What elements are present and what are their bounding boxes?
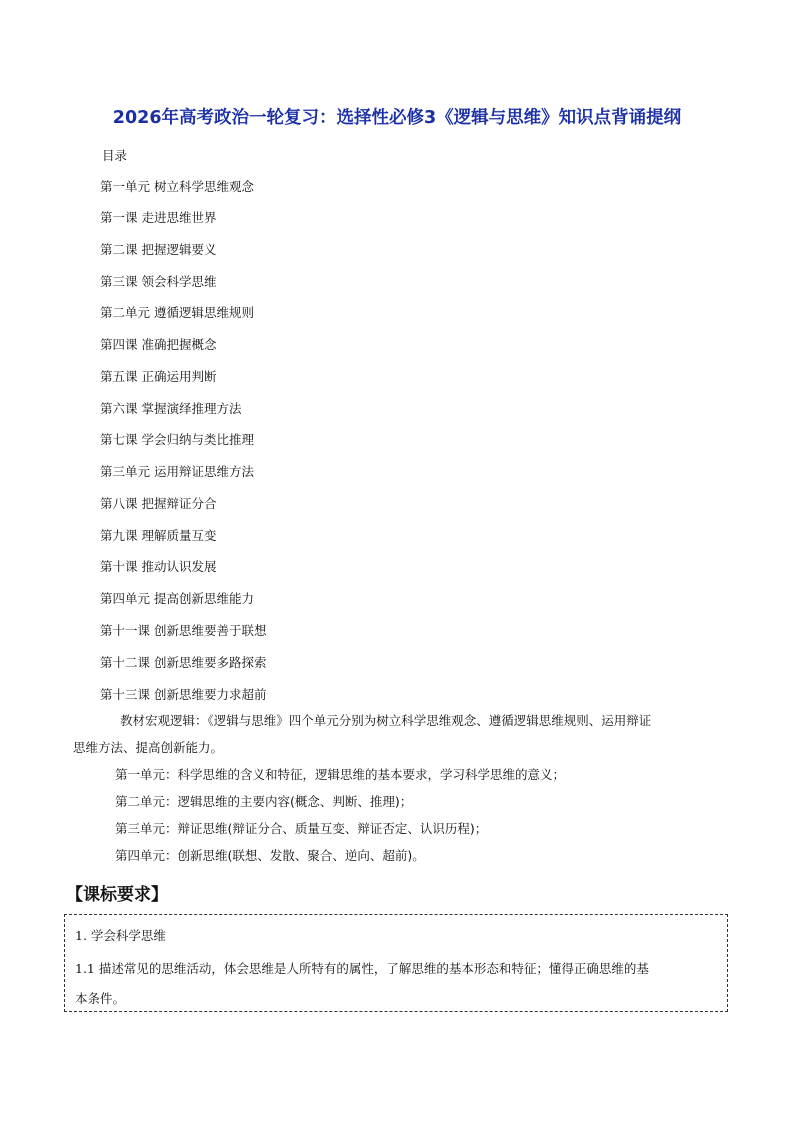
intro-line-1: 教材宏观逻辑：《逻辑与思维》四个单元分别为树立科学思维观念、遵循逻辑思维规则、运用辩证 — [120, 713, 652, 728]
unit-summary-1: 第一单元：科学思维的含义和特征，逻辑思维的基本要求，学习科学思维的意义； — [115, 767, 566, 782]
toc-item[interactable]: 第十一课 创新思维要善于联想 — [100, 623, 267, 638]
toc-item[interactable]: 第十三课 创新思维要力求超前 — [100, 687, 267, 702]
document-title: 2026年高考政治一轮复习：选择性必修3《逻辑与思维》知识点背诵提纲 — [112, 108, 682, 128]
toc-item[interactable]: 第三单元 运用辩证思维方法 — [100, 464, 254, 479]
toc-item[interactable]: 第三课 领会科学思维 — [100, 274, 217, 289]
unit-summary-2: 第二单元：逻辑思维的主要内容(概念、判断、推理)； — [115, 794, 413, 809]
toc-item[interactable]: 第八课 把握辩证分合 — [100, 496, 217, 511]
standard-item-1: 1. 学会科学思维 — [75, 928, 166, 943]
standards-heading: 【课标要求】 — [66, 885, 168, 905]
toc-item[interactable]: 第七课 学会归纳与类比推理 — [100, 432, 254, 447]
toc-item[interactable]: 第四单元 提高创新思维能力 — [100, 591, 254, 606]
toc-heading: 目录 — [102, 148, 128, 163]
toc-item[interactable]: 第二课 把握逻辑要义 — [100, 242, 217, 257]
toc-item[interactable]: 第一单元 树立科学思维观念 — [100, 179, 254, 194]
standards-box — [64, 914, 728, 1012]
standard-item-1-1-line-2: 本条件。 — [75, 991, 126, 1006]
toc-item[interactable]: 第六课 掌握演绎推理方法 — [100, 401, 242, 416]
standard-item-1-1-line-1: 1.1 描述常见的思维活动，体会思维是人所特有的属性，了解思维的基本形态和特征；懂得正确思维的基 — [75, 961, 649, 976]
toc-item[interactable]: 第一课 走进思维世界 — [100, 210, 217, 225]
intro-line-2: 思维方法、提高创新能力。 — [73, 740, 224, 755]
toc-item[interactable]: 第十课 推动认识发展 — [100, 559, 217, 574]
toc-item[interactable]: 第九课 理解质量互变 — [100, 528, 217, 543]
unit-summary-3: 第三单元：辩证思维(辩证分合、质量互变、辩证否定、认识历程)； — [115, 821, 488, 836]
toc-item[interactable]: 第十二课 创新思维要多路探索 — [100, 655, 267, 670]
toc-item[interactable]: 第五课 正确运用判断 — [100, 369, 217, 384]
toc-item[interactable]: 第四课 准确把握概念 — [100, 337, 217, 352]
unit-summary-4: 第四单元：创新思维(联想、发散、聚合、逆向、超前)。 — [115, 848, 425, 863]
toc-item[interactable]: 第二单元 遵循逻辑思维规则 — [100, 305, 254, 320]
